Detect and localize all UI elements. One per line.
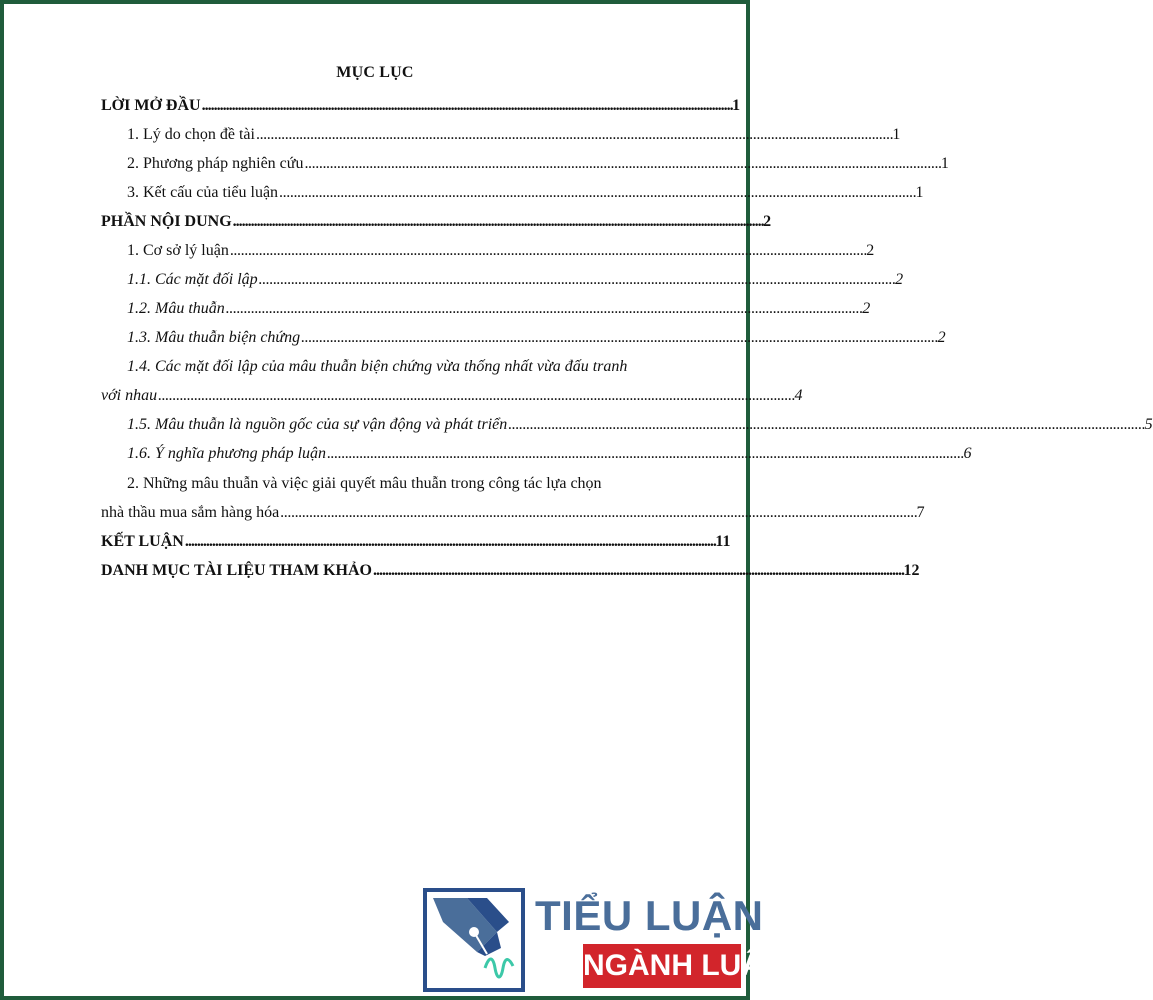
toc-entry-label: 1.3. Mâu thuẫn biện chứng xyxy=(127,329,301,346)
toc-entry-label: DANH MỤC TÀI LIỆU THAM KHẢO xyxy=(101,562,372,579)
brand-logo xyxy=(423,888,782,1000)
toc-page-number: 6 xyxy=(963,445,972,462)
toc-entry-label: 1. Lý do chọn đề tài xyxy=(127,126,255,143)
toc-page-number: 7 xyxy=(916,504,925,521)
toc-entry-method[interactable] xyxy=(127,150,949,174)
toc-page-number: 1 xyxy=(732,97,741,114)
toc-entry-1-4[interactable] xyxy=(101,382,803,406)
toc-page-number: 1 xyxy=(915,184,924,201)
toc-entry-structure[interactable] xyxy=(127,179,924,203)
toc-page-number: 12 xyxy=(903,562,920,579)
toc-entry-label: KẾT LUẬN xyxy=(101,533,184,550)
toc-entry-intro[interactable] xyxy=(101,92,741,116)
toc-page-number: 1 xyxy=(892,126,901,143)
toc-page-number: 2 xyxy=(862,300,871,317)
toc-entry-2[interactable] xyxy=(101,499,925,523)
toc-page-number: 2 xyxy=(866,242,875,259)
toc-entry-label: 1.1. Các mặt đối lập xyxy=(127,271,258,288)
toc-leader xyxy=(304,154,939,174)
toc-entry-label: nhà thầu mua sắm hàng hóa xyxy=(101,504,280,521)
toc-entry-label: với nhau xyxy=(101,387,158,404)
toc-page-number: 2 xyxy=(763,213,772,230)
toc-entry-1-6[interactable] xyxy=(127,440,972,464)
toc-entry-label: PHẦN NỘI DUNG xyxy=(101,213,232,230)
toc-page-number: 2 xyxy=(895,271,904,288)
toc-leader xyxy=(301,328,936,348)
toc-entry-1-4-line1[interactable]: 1.4. Các mặt đối lập của mâu thuẫn biện chứng vừa thống nhất vừa đấu tranh xyxy=(127,358,628,375)
toc-leader xyxy=(158,386,793,406)
toc-entry-label: LỜI MỞ ĐẦU xyxy=(101,97,201,114)
toc-leader xyxy=(226,299,861,319)
toc-entry-1-1[interactable] xyxy=(127,266,904,290)
toc-page-number: 4 xyxy=(794,387,803,404)
toc-leader xyxy=(508,415,1143,435)
toc-title: MỤC LỤC xyxy=(336,64,414,81)
toc-leader xyxy=(279,183,914,203)
toc-entry-2-line1[interactable]: 2. Những mâu thuẫn và việc giải quyết mâu thuẫn trong công tác lựa chọn xyxy=(127,475,602,492)
toc-entry-label: 1.2. Mâu thuẫn xyxy=(127,300,225,317)
toc-leader xyxy=(233,212,763,232)
toc-entry-1-2[interactable] xyxy=(127,295,871,319)
toc-leader xyxy=(256,125,891,145)
toc-leader xyxy=(373,561,903,581)
toc-page-number: 1 xyxy=(940,155,949,172)
toc-leader xyxy=(280,503,915,523)
toc-entry-label: 1.6. Ý nghĩa phương pháp luận xyxy=(127,445,327,462)
pen-nib-icon xyxy=(423,888,525,992)
toc-entry-label: 3. Kết cấu của tiểu luận xyxy=(127,184,279,201)
toc-entry-label: 2. Phương pháp nghiên cứu xyxy=(127,155,304,172)
toc-page-number: 5 xyxy=(1144,416,1153,433)
toc-entry-reason[interactable] xyxy=(127,121,901,145)
toc-leader xyxy=(202,96,732,116)
toc-entry-references[interactable] xyxy=(101,557,920,581)
toc-entry-1-5[interactable] xyxy=(127,411,1153,435)
toc-leader xyxy=(185,532,715,552)
toc-entry-label: 1.5. Mâu thuẫn là nguồn gốc của sự vận động và phát triển xyxy=(127,416,508,433)
toc-entry-1-3[interactable] xyxy=(127,324,946,348)
toc-entry-label: 1. Cơ sở lý luận xyxy=(127,242,229,259)
toc-entry-content[interactable] xyxy=(101,208,772,232)
toc-page-number: 11 xyxy=(715,533,731,550)
toc-page-number: 2 xyxy=(937,329,946,346)
logo-text-top: TIỂU LUẬN xyxy=(535,892,764,939)
toc-leader xyxy=(259,270,894,290)
toc-leader xyxy=(230,241,865,261)
toc-entry-theory[interactable] xyxy=(127,237,875,261)
toc-entry-conclusion[interactable] xyxy=(101,528,731,552)
logo-text-bottom: NGÀNH LUẬT xyxy=(583,944,741,988)
toc-leader xyxy=(327,444,962,464)
